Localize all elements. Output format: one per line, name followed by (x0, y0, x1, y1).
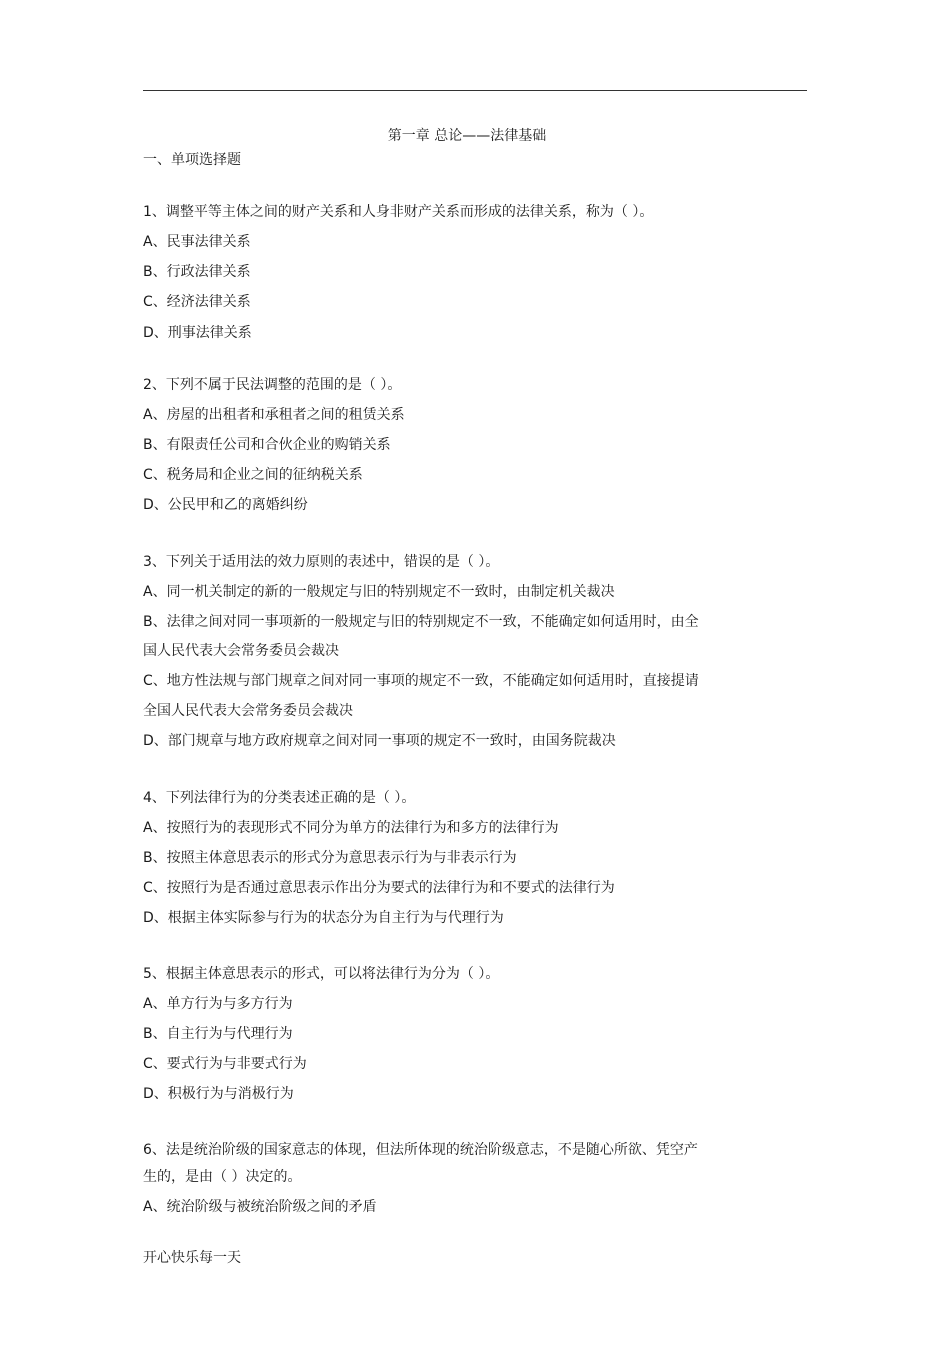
question-2-option-a: A、房屋的出租者和承租者之间的租赁关系 (143, 407, 405, 423)
question-4-option-a: A、按照行为的表现形式不同分为单方的法律行为和多方的法律行为 (143, 820, 559, 836)
question-3-option-b-cont: 国人民代表大会常务委员会裁决 (143, 643, 339, 659)
question-3-option-b: B、法律之间对同一事项新的一般规定与旧的特别规定不一致，不能确定如何适用时，由全 (143, 614, 699, 630)
question-2-option-b: B、有限责任公司和合伙企业的购销关系 (143, 437, 391, 453)
question-1-stem: 1、调整平等主体之间的财产关系和人身非财产关系而形成的法律关系，称为（ ）。 (143, 204, 654, 220)
question-3-option-d: D、部门规章与地方政府规章之间对同一事项的规定不一致时，由国务院裁决 (143, 733, 616, 749)
question-3-stem: 3、下列关于适用法的效力原则的表述中，错误的是（ ）。 (143, 554, 500, 570)
page-footer: 开心快乐每一天 (143, 1250, 241, 1266)
question-5-option-a: A、单方行为与多方行为 (143, 996, 293, 1012)
header-rule (143, 90, 807, 91)
question-6-option-a: A、统治阶级与被统治阶级之间的矛盾 (143, 1199, 377, 1215)
question-4-option-c: C、按照行为是否通过意思表示作出分为要式的法律行为和不要式的法律行为 (143, 880, 615, 896)
section-heading: 一、单项选择题 (143, 152, 241, 168)
question-2-option-d: D、公民甲和乙的离婚纠纷 (143, 497, 308, 513)
question-4-stem: 4、下列法律行为的分类表述正确的是（ ）。 (143, 790, 416, 806)
question-3-option-c-cont: 全国人民代表大会常务委员会裁决 (143, 703, 353, 719)
question-4-option-b: B、按照主体意思表示的形式分为意思表示行为与非表示行为 (143, 850, 517, 866)
question-1-option-a: A、民事法律关系 (143, 234, 251, 250)
question-4-option-d: D、根据主体实际参与行为的状态分为自主行为与代理行为 (143, 910, 504, 926)
question-1-option-c: C、经济法律关系 (143, 294, 251, 310)
question-6-stem-cont: 生的，是由（ ）决定的。 (143, 1169, 302, 1185)
question-6-stem: 6、法是统治阶级的国家意志的体现，但法所体现的统治阶级意志，不是随心所欲、凭空产 (143, 1142, 698, 1158)
question-5-stem: 5、根据主体意思表示的形式，可以将法律行为分为（ ）。 (143, 966, 500, 982)
question-2-stem: 2、下列不属于民法调整的范围的是（ ）。 (143, 377, 402, 393)
question-5-option-b: B、自主行为与代理行为 (143, 1026, 293, 1042)
question-1-option-b: B、行政法律关系 (143, 264, 251, 280)
question-2-option-c: C、税务局和企业之间的征纳税关系 (143, 467, 363, 483)
chapter-title: 第一章 总论——法律基础 (387, 128, 547, 144)
question-3-option-a: A、同一机关制定的新的一般规定与旧的特别规定不一致时，由制定机关裁决 (143, 584, 615, 600)
question-5-option-c: C、要式行为与非要式行为 (143, 1056, 307, 1072)
question-5-option-d: D、积极行为与消极行为 (143, 1086, 294, 1102)
question-3-option-c: C、地方性法规与部门规章之间对同一事项的规定不一致，不能确定如何适用时，直接提请 (143, 673, 699, 689)
question-1-option-d: D、刑事法律关系 (143, 325, 252, 341)
